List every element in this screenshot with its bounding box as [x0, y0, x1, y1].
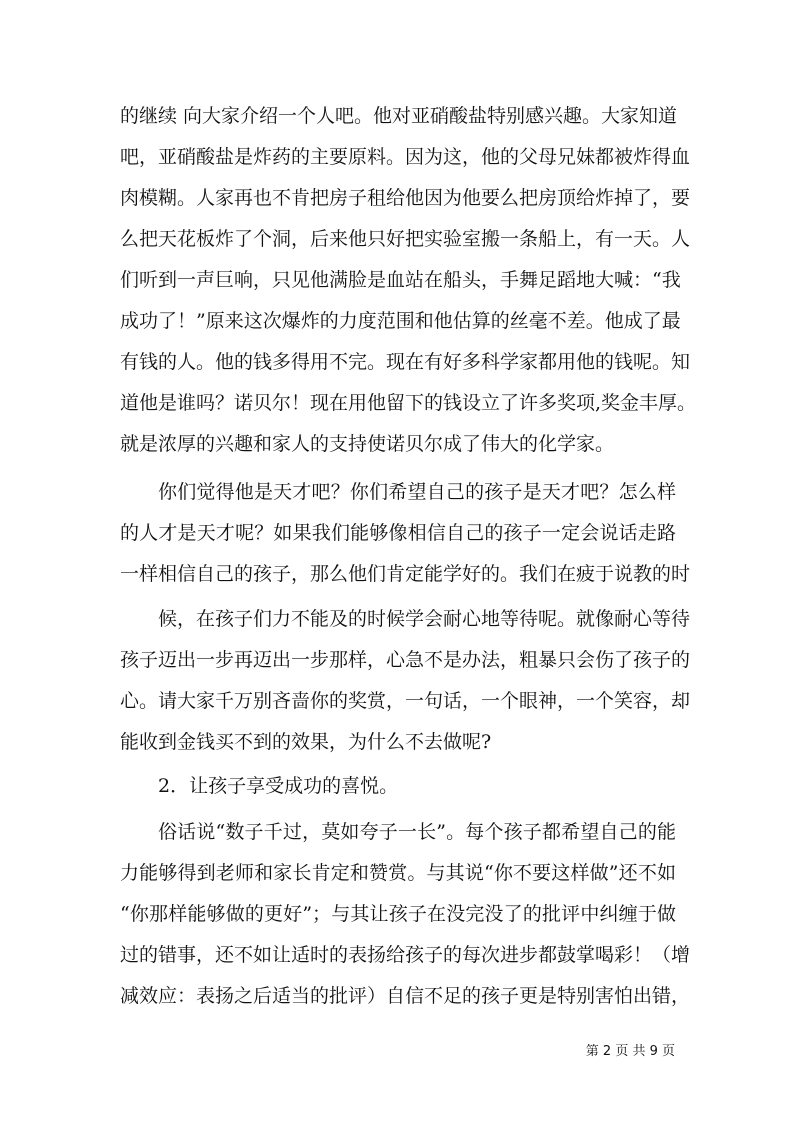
- body-line: 力能够得到老师和家长肯定和赞赏。与其说“你不要这样做”还不如: [120, 862, 676, 884]
- body-line: 的继续 向大家介绍一个人吧。他对亚硝酸盐特别感兴趣。大家知道: [120, 105, 678, 127]
- body-line: 成功了！”原来这次爆炸的力度范围和他估算的丝毫不差。他成了最: [120, 310, 681, 332]
- body-line: 的人才是天才呢？如果我们能够像相信自己的孩子一定会说话走路: [120, 522, 676, 544]
- body-line: 有钱的人。他的钱多得用不完。现在有好多科学家都用他的钱呢。知: [120, 351, 691, 373]
- page-number: 第 2 页 共 9 页: [585, 1044, 675, 1059]
- body-line: 孩子迈出一步再迈出一步那样，心急不是办法，粗暴只会伤了孩子的: [120, 649, 691, 671]
- body-line: 就是浓厚的兴趣和家人的支持使诺贝尔成了伟大的化学家。: [120, 433, 615, 455]
- body-line: 们听到一声巨响，只见他满脸是血站在船头，手舞足蹈地大喊：“我: [120, 269, 681, 291]
- body-line: 减效应：表扬之后适当的批评）自信不足的孩子更是特别害怕出错，: [120, 985, 691, 1007]
- body-line: 能收到金钱买不到的效果，为什么不去做呢?: [120, 731, 492, 753]
- body-line: 心。请大家千万别吝啬你的奖赏，一句话，一个眼神，一个笑容，却: [120, 690, 691, 712]
- paragraph-first-line: 你们觉得他是天才吧？你们希望自己的孩子是天才吧？怎么样: [158, 481, 676, 503]
- body-line: 一样相信自己的孩子，那么他们肯定能学好的。我们在疲于说教的时: [120, 563, 691, 585]
- body-line: 肉模糊。人家再也不肯把房子租给他因为他要么把房顶给炸掉了，要: [120, 187, 691, 209]
- section-heading: 2．让孩子享受成功的喜悦。: [158, 775, 399, 797]
- body-line: 过的错事，还不如让适时的表扬给孩子的每次进步都鼓掌喝彩！（增: [120, 944, 691, 966]
- body-line: 道他是谁吗？诺贝尔！现在用他留下的钱设立了许多奖项,奖金丰厚。: [120, 392, 697, 414]
- body-line: 么把天花板炸了个洞，后来他只好把实验室搬一条船上，有一天。人: [120, 228, 691, 250]
- body-line: 吧，亚硝酸盐是炸药的主要原料。因为这，他的父母兄妹都被炸得血: [120, 146, 691, 168]
- paragraph-first-line: 俗话说“数子千过，莫如夸子一长”。每个孩子都希望自己的能: [158, 821, 676, 843]
- page-footer: [0, 1044, 794, 1060]
- body-line: “你那样能够做的更好”；与其让孩子在没完没了的批评中纠缠于做: [120, 903, 676, 925]
- body-line: 候，在孩子们力不能及的时候学会耐心地等待呢。就像耐心等待: [158, 608, 691, 630]
